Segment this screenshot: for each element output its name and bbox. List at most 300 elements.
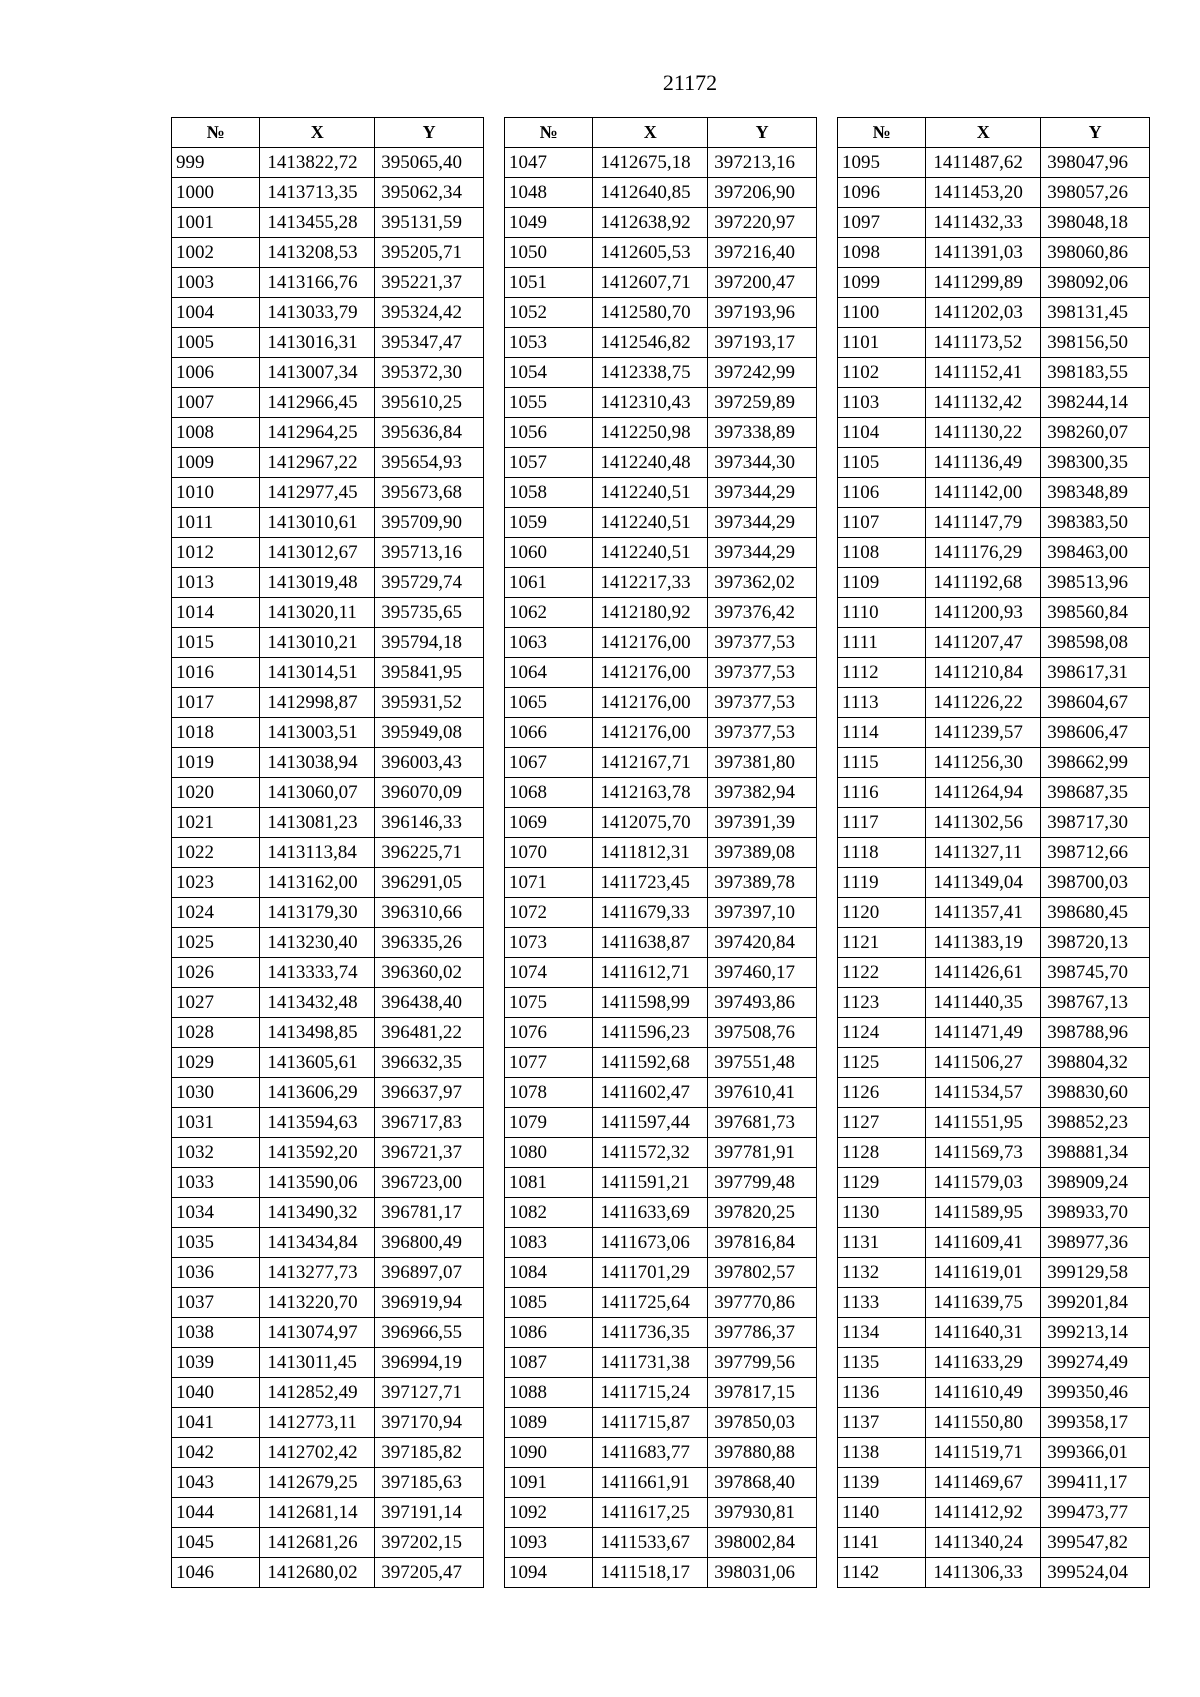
- point-number: 1045: [172, 1528, 260, 1558]
- x-coordinate: 1413010,61: [260, 508, 375, 538]
- table-row: [838, 778, 1150, 808]
- point-number: 1117: [838, 808, 926, 838]
- x-coordinate: 1411723,45: [593, 868, 708, 898]
- table-row: [505, 208, 817, 238]
- point-number: 1066: [505, 718, 593, 748]
- point-number: 1077: [505, 1048, 593, 1078]
- y-coordinate: 398604,67: [1041, 688, 1150, 718]
- x-coordinate: 1411633,29: [926, 1348, 1041, 1378]
- table-row: [172, 1198, 484, 1228]
- x-coordinate: 1412607,71: [593, 268, 708, 298]
- y-coordinate: 397185,63: [375, 1468, 484, 1498]
- table-row: [505, 628, 817, 658]
- table-row: [505, 898, 817, 928]
- table-row: [172, 1528, 484, 1558]
- table-row: [838, 1498, 1150, 1528]
- y-coordinate: 395841,95: [375, 658, 484, 688]
- x-coordinate: 1411207,47: [926, 628, 1041, 658]
- point-number: 1005: [172, 328, 260, 358]
- y-coordinate: 398060,86: [1041, 238, 1150, 268]
- y-coordinate: 397820,25: [708, 1198, 817, 1228]
- table-row: [505, 1078, 817, 1108]
- table-row: [505, 748, 817, 778]
- point-number: 1014: [172, 598, 260, 628]
- y-coordinate: 396438,40: [375, 988, 484, 1018]
- x-coordinate: 1413490,32: [260, 1198, 375, 1228]
- table-row: [838, 1258, 1150, 1288]
- point-number: 1050: [505, 238, 593, 268]
- point-number: 1111: [838, 628, 926, 658]
- table-row: [505, 1048, 817, 1078]
- point-number: 1006: [172, 358, 260, 388]
- y-coordinate: 398131,45: [1041, 298, 1150, 328]
- table-row: [838, 508, 1150, 538]
- y-coordinate: 398687,35: [1041, 778, 1150, 808]
- point-number: 1112: [838, 658, 926, 688]
- y-coordinate: 395131,59: [375, 208, 484, 238]
- point-number: 1127: [838, 1108, 926, 1138]
- table-row: [838, 898, 1150, 928]
- table-row: [838, 1528, 1150, 1558]
- point-number: 1046: [172, 1558, 260, 1588]
- y-coordinate: 397781,91: [708, 1138, 817, 1168]
- x-coordinate: 1411569,73: [926, 1138, 1041, 1168]
- table-row: [838, 538, 1150, 568]
- point-number: 1118: [838, 838, 926, 868]
- table-row: [505, 1378, 817, 1408]
- table-row: [172, 1558, 484, 1588]
- point-number: 1073: [505, 928, 593, 958]
- y-coordinate: 397802,57: [708, 1258, 817, 1288]
- point-number: 1037: [172, 1288, 260, 1318]
- y-coordinate: 398383,50: [1041, 508, 1150, 538]
- x-coordinate: 1413020,11: [260, 598, 375, 628]
- y-coordinate: 399213,14: [1041, 1318, 1150, 1348]
- point-number: 1071: [505, 868, 593, 898]
- x-coordinate: 1413713,35: [260, 178, 375, 208]
- x-coordinate: 1413014,51: [260, 658, 375, 688]
- x-coordinate: 1412681,14: [260, 1498, 375, 1528]
- y-coordinate: 398933,70: [1041, 1198, 1150, 1228]
- point-number: 1098: [838, 238, 926, 268]
- y-coordinate: 398300,35: [1041, 448, 1150, 478]
- x-coordinate: 1413166,76: [260, 268, 375, 298]
- table-row: [838, 1558, 1150, 1588]
- point-number: 1137: [838, 1408, 926, 1438]
- x-coordinate: 1413019,48: [260, 568, 375, 598]
- table-row: [838, 1108, 1150, 1138]
- table-row: [172, 568, 484, 598]
- table-row: [172, 148, 484, 178]
- coordinate-table-1: [171, 117, 484, 1588]
- table-row: [505, 928, 817, 958]
- x-coordinate: 1411487,62: [926, 148, 1041, 178]
- table-row: [172, 298, 484, 328]
- y-coordinate: 397170,94: [375, 1408, 484, 1438]
- point-number: 1126: [838, 1078, 926, 1108]
- x-coordinate: 1412702,42: [260, 1438, 375, 1468]
- table-row: [505, 478, 817, 508]
- point-number: 1090: [505, 1438, 593, 1468]
- y-coordinate: 398700,03: [1041, 868, 1150, 898]
- point-number: 1123: [838, 988, 926, 1018]
- y-coordinate: 397493,86: [708, 988, 817, 1018]
- x-coordinate: 1411602,47: [593, 1078, 708, 1108]
- x-coordinate: 1411639,75: [926, 1288, 1041, 1318]
- y-coordinate: 398048,18: [1041, 208, 1150, 238]
- table-row: [505, 358, 817, 388]
- y-coordinate: 398720,13: [1041, 928, 1150, 958]
- y-coordinate: 395324,42: [375, 298, 484, 328]
- point-number: 1039: [172, 1348, 260, 1378]
- table-row: [505, 1468, 817, 1498]
- point-number: 1042: [172, 1438, 260, 1468]
- y-coordinate: 395794,18: [375, 628, 484, 658]
- y-coordinate: 397205,47: [375, 1558, 484, 1588]
- header-y: Y: [708, 118, 817, 148]
- point-number: 1017: [172, 688, 260, 718]
- x-coordinate: 1412638,92: [593, 208, 708, 238]
- y-coordinate: 397389,08: [708, 838, 817, 868]
- y-coordinate: 397551,48: [708, 1048, 817, 1078]
- point-number: 1097: [838, 208, 926, 238]
- table-row: [838, 268, 1150, 298]
- x-coordinate: 1413162,00: [260, 868, 375, 898]
- point-number: 1055: [505, 388, 593, 418]
- point-number: 1129: [838, 1168, 926, 1198]
- x-coordinate: 1413113,84: [260, 838, 375, 868]
- point-number: 1113: [838, 688, 926, 718]
- x-coordinate: 1413208,53: [260, 238, 375, 268]
- x-coordinate: 1411597,44: [593, 1108, 708, 1138]
- point-number: 1018: [172, 718, 260, 748]
- table-row: [838, 1288, 1150, 1318]
- table-row: [172, 268, 484, 298]
- x-coordinate: 1412310,43: [593, 388, 708, 418]
- table-row: [838, 1408, 1150, 1438]
- point-number: 1024: [172, 898, 260, 928]
- point-number: 1000: [172, 178, 260, 208]
- y-coordinate: 398881,34: [1041, 1138, 1150, 1168]
- x-coordinate: 1411349,04: [926, 868, 1041, 898]
- table-row: [505, 808, 817, 838]
- x-coordinate: 1411173,52: [926, 328, 1041, 358]
- table-row: [172, 508, 484, 538]
- point-number: 1034: [172, 1198, 260, 1228]
- x-coordinate: 1413038,94: [260, 748, 375, 778]
- y-coordinate: 399274,49: [1041, 1348, 1150, 1378]
- point-number: 1102: [838, 358, 926, 388]
- y-coordinate: 398712,66: [1041, 838, 1150, 868]
- point-number: 1138: [838, 1438, 926, 1468]
- x-coordinate: 1411551,95: [926, 1108, 1041, 1138]
- table-row: [838, 688, 1150, 718]
- x-coordinate: 1412217,33: [593, 568, 708, 598]
- y-coordinate: 395205,71: [375, 238, 484, 268]
- x-coordinate: 1413007,34: [260, 358, 375, 388]
- x-coordinate: 1411633,69: [593, 1198, 708, 1228]
- y-coordinate: 397127,71: [375, 1378, 484, 1408]
- y-coordinate: 398260,07: [1041, 418, 1150, 448]
- y-coordinate: 397770,86: [708, 1288, 817, 1318]
- header-x: X: [593, 118, 708, 148]
- x-coordinate: 1412176,00: [593, 688, 708, 718]
- y-coordinate: 398183,55: [1041, 358, 1150, 388]
- y-coordinate: 397389,78: [708, 868, 817, 898]
- x-coordinate: 1411619,01: [926, 1258, 1041, 1288]
- y-coordinate: 399129,58: [1041, 1258, 1150, 1288]
- table-row: [838, 628, 1150, 658]
- y-coordinate: 395372,30: [375, 358, 484, 388]
- point-number: 1067: [505, 748, 593, 778]
- x-coordinate: 1411453,20: [926, 178, 1041, 208]
- point-number: 1141: [838, 1528, 926, 1558]
- point-number: 1060: [505, 538, 593, 568]
- point-number: 1107: [838, 508, 926, 538]
- x-coordinate: 1411598,99: [593, 988, 708, 1018]
- y-coordinate: 397220,97: [708, 208, 817, 238]
- point-number: 1075: [505, 988, 593, 1018]
- y-coordinate: 397200,47: [708, 268, 817, 298]
- table-row: [838, 1228, 1150, 1258]
- x-coordinate: 1411152,41: [926, 358, 1041, 388]
- point-number: 1124: [838, 1018, 926, 1048]
- point-number: 1130: [838, 1198, 926, 1228]
- y-coordinate: 396070,09: [375, 778, 484, 808]
- table-row: [505, 238, 817, 268]
- table-row: [505, 1288, 817, 1318]
- point-number: 1099: [838, 268, 926, 298]
- y-coordinate: 396637,97: [375, 1078, 484, 1108]
- point-number: 1070: [505, 838, 593, 868]
- y-coordinate: 397381,80: [708, 748, 817, 778]
- table-row: [172, 1228, 484, 1258]
- table-row: [505, 538, 817, 568]
- x-coordinate: 1412546,82: [593, 328, 708, 358]
- point-number: 1065: [505, 688, 593, 718]
- table-row: [172, 688, 484, 718]
- y-coordinate: 398057,26: [1041, 178, 1150, 208]
- point-number: 1133: [838, 1288, 926, 1318]
- point-number: 1093: [505, 1528, 593, 1558]
- y-coordinate: 397259,89: [708, 388, 817, 418]
- table-row: [838, 448, 1150, 478]
- x-coordinate: 1412240,51: [593, 508, 708, 538]
- x-coordinate: 1412167,71: [593, 748, 708, 778]
- y-coordinate: 399524,04: [1041, 1558, 1150, 1588]
- x-coordinate: 1411638,87: [593, 928, 708, 958]
- x-coordinate: 1412180,92: [593, 598, 708, 628]
- point-number: 1013: [172, 568, 260, 598]
- y-coordinate: 396966,55: [375, 1318, 484, 1348]
- point-number: 1079: [505, 1108, 593, 1138]
- x-coordinate: 1411391,03: [926, 238, 1041, 268]
- point-number: 1103: [838, 388, 926, 418]
- table-row: [172, 808, 484, 838]
- x-coordinate: 1412240,51: [593, 478, 708, 508]
- point-number: 1125: [838, 1048, 926, 1078]
- y-coordinate: 395735,65: [375, 598, 484, 628]
- point-number: 1019: [172, 748, 260, 778]
- table-row: [172, 1288, 484, 1318]
- table-row: [838, 1138, 1150, 1168]
- x-coordinate: 1413074,97: [260, 1318, 375, 1348]
- x-coordinate: 1412681,26: [260, 1528, 375, 1558]
- x-coordinate: 1411302,56: [926, 808, 1041, 838]
- point-number: 1134: [838, 1318, 926, 1348]
- point-number: 1064: [505, 658, 593, 688]
- y-coordinate: 399350,46: [1041, 1378, 1150, 1408]
- y-coordinate: 398244,14: [1041, 388, 1150, 418]
- point-number: 1007: [172, 388, 260, 418]
- y-coordinate: 398804,32: [1041, 1048, 1150, 1078]
- y-coordinate: 398717,30: [1041, 808, 1150, 838]
- table-row: [505, 988, 817, 1018]
- point-number: 1114: [838, 718, 926, 748]
- x-coordinate: 1412075,70: [593, 808, 708, 838]
- x-coordinate: 1411579,03: [926, 1168, 1041, 1198]
- x-coordinate: 1411176,29: [926, 538, 1041, 568]
- table-row: [838, 1348, 1150, 1378]
- x-coordinate: 1412605,53: [593, 238, 708, 268]
- x-coordinate: 1411357,41: [926, 898, 1041, 928]
- point-number: 1106: [838, 478, 926, 508]
- y-coordinate: 399473,77: [1041, 1498, 1150, 1528]
- y-coordinate: 397377,53: [708, 628, 817, 658]
- point-number: 1012: [172, 538, 260, 568]
- table-row: [838, 1048, 1150, 1078]
- table-row: [838, 958, 1150, 988]
- table-row: [838, 748, 1150, 778]
- y-coordinate: 397799,56: [708, 1348, 817, 1378]
- x-coordinate: 1411327,11: [926, 838, 1041, 868]
- x-coordinate: 1413220,70: [260, 1288, 375, 1318]
- point-number: 1069: [505, 808, 593, 838]
- point-number: 1088: [505, 1378, 593, 1408]
- x-coordinate: 1411610,49: [926, 1378, 1041, 1408]
- y-coordinate: 398463,00: [1041, 538, 1150, 568]
- x-coordinate: 1411609,41: [926, 1228, 1041, 1258]
- y-coordinate: 397420,84: [708, 928, 817, 958]
- point-number: 1010: [172, 478, 260, 508]
- point-number: 1105: [838, 448, 926, 478]
- point-number: 1008: [172, 418, 260, 448]
- y-coordinate: 397681,73: [708, 1108, 817, 1138]
- header-number: №: [505, 118, 593, 148]
- header-number: №: [838, 118, 926, 148]
- point-number: 1136: [838, 1378, 926, 1408]
- table-row: [505, 1498, 817, 1528]
- point-number: 1031: [172, 1108, 260, 1138]
- coordinate-tables: [171, 117, 1150, 1588]
- y-coordinate: 399411,17: [1041, 1468, 1150, 1498]
- x-coordinate: 1413455,28: [260, 208, 375, 238]
- table-row: [172, 928, 484, 958]
- x-coordinate: 1412338,75: [593, 358, 708, 388]
- y-coordinate: 398909,24: [1041, 1168, 1150, 1198]
- table-row: [838, 1018, 1150, 1048]
- y-coordinate: 398788,96: [1041, 1018, 1150, 1048]
- point-number: 1110: [838, 598, 926, 628]
- y-coordinate: 399366,01: [1041, 1438, 1150, 1468]
- point-number: 1038: [172, 1318, 260, 1348]
- table-row: [505, 1558, 817, 1588]
- table-row: [172, 1498, 484, 1528]
- x-coordinate: 1411596,23: [593, 1018, 708, 1048]
- point-number: 1023: [172, 868, 260, 898]
- table-row: [505, 1108, 817, 1138]
- y-coordinate: 399358,17: [1041, 1408, 1150, 1438]
- point-number: 1080: [505, 1138, 593, 1168]
- y-coordinate: 396800,49: [375, 1228, 484, 1258]
- point-number: 999: [172, 148, 260, 178]
- table-row: [172, 238, 484, 268]
- table-row: [505, 328, 817, 358]
- x-coordinate: 1411518,17: [593, 1558, 708, 1588]
- table-row: [838, 388, 1150, 418]
- table-row: [172, 388, 484, 418]
- point-number: 1121: [838, 928, 926, 958]
- y-coordinate: 398745,70: [1041, 958, 1150, 988]
- point-number: 1054: [505, 358, 593, 388]
- table-row: [505, 1438, 817, 1468]
- y-coordinate: 397344,30: [708, 448, 817, 478]
- x-coordinate: 1411256,30: [926, 748, 1041, 778]
- y-coordinate: 397216,40: [708, 238, 817, 268]
- table-row: [172, 1348, 484, 1378]
- table-row: [838, 418, 1150, 448]
- table-row: [838, 1378, 1150, 1408]
- y-coordinate: 397817,15: [708, 1378, 817, 1408]
- y-coordinate: 397377,53: [708, 658, 817, 688]
- y-coordinate: 396146,33: [375, 808, 484, 838]
- y-coordinate: 397376,42: [708, 598, 817, 628]
- point-number: 1128: [838, 1138, 926, 1168]
- x-coordinate: 1413592,20: [260, 1138, 375, 1168]
- point-number: 1033: [172, 1168, 260, 1198]
- x-coordinate: 1412640,85: [593, 178, 708, 208]
- x-coordinate: 1411506,27: [926, 1048, 1041, 1078]
- point-number: 1047: [505, 148, 593, 178]
- x-coordinate: 1411519,71: [926, 1438, 1041, 1468]
- table-row: [505, 508, 817, 538]
- x-coordinate: 1411426,61: [926, 958, 1041, 988]
- point-number: 1068: [505, 778, 593, 808]
- x-coordinate: 1413011,45: [260, 1348, 375, 1378]
- table-row: [505, 1138, 817, 1168]
- y-coordinate: 397206,90: [708, 178, 817, 208]
- x-coordinate: 1413594,63: [260, 1108, 375, 1138]
- point-number: 1021: [172, 808, 260, 838]
- table-row: [172, 358, 484, 388]
- table-row: [172, 448, 484, 478]
- table-row: [838, 838, 1150, 868]
- point-number: 1139: [838, 1468, 926, 1498]
- x-coordinate: 1411715,24: [593, 1378, 708, 1408]
- x-coordinate: 1413432,48: [260, 988, 375, 1018]
- x-coordinate: 1411736,35: [593, 1318, 708, 1348]
- point-number: 1092: [505, 1498, 593, 1528]
- y-coordinate: 398852,23: [1041, 1108, 1150, 1138]
- point-number: 1040: [172, 1378, 260, 1408]
- point-number: 1026: [172, 958, 260, 988]
- point-number: 1035: [172, 1228, 260, 1258]
- table-row: [172, 778, 484, 808]
- table-row: [172, 478, 484, 508]
- point-number: 1085: [505, 1288, 593, 1318]
- y-coordinate: 397377,53: [708, 718, 817, 748]
- table-row: [838, 238, 1150, 268]
